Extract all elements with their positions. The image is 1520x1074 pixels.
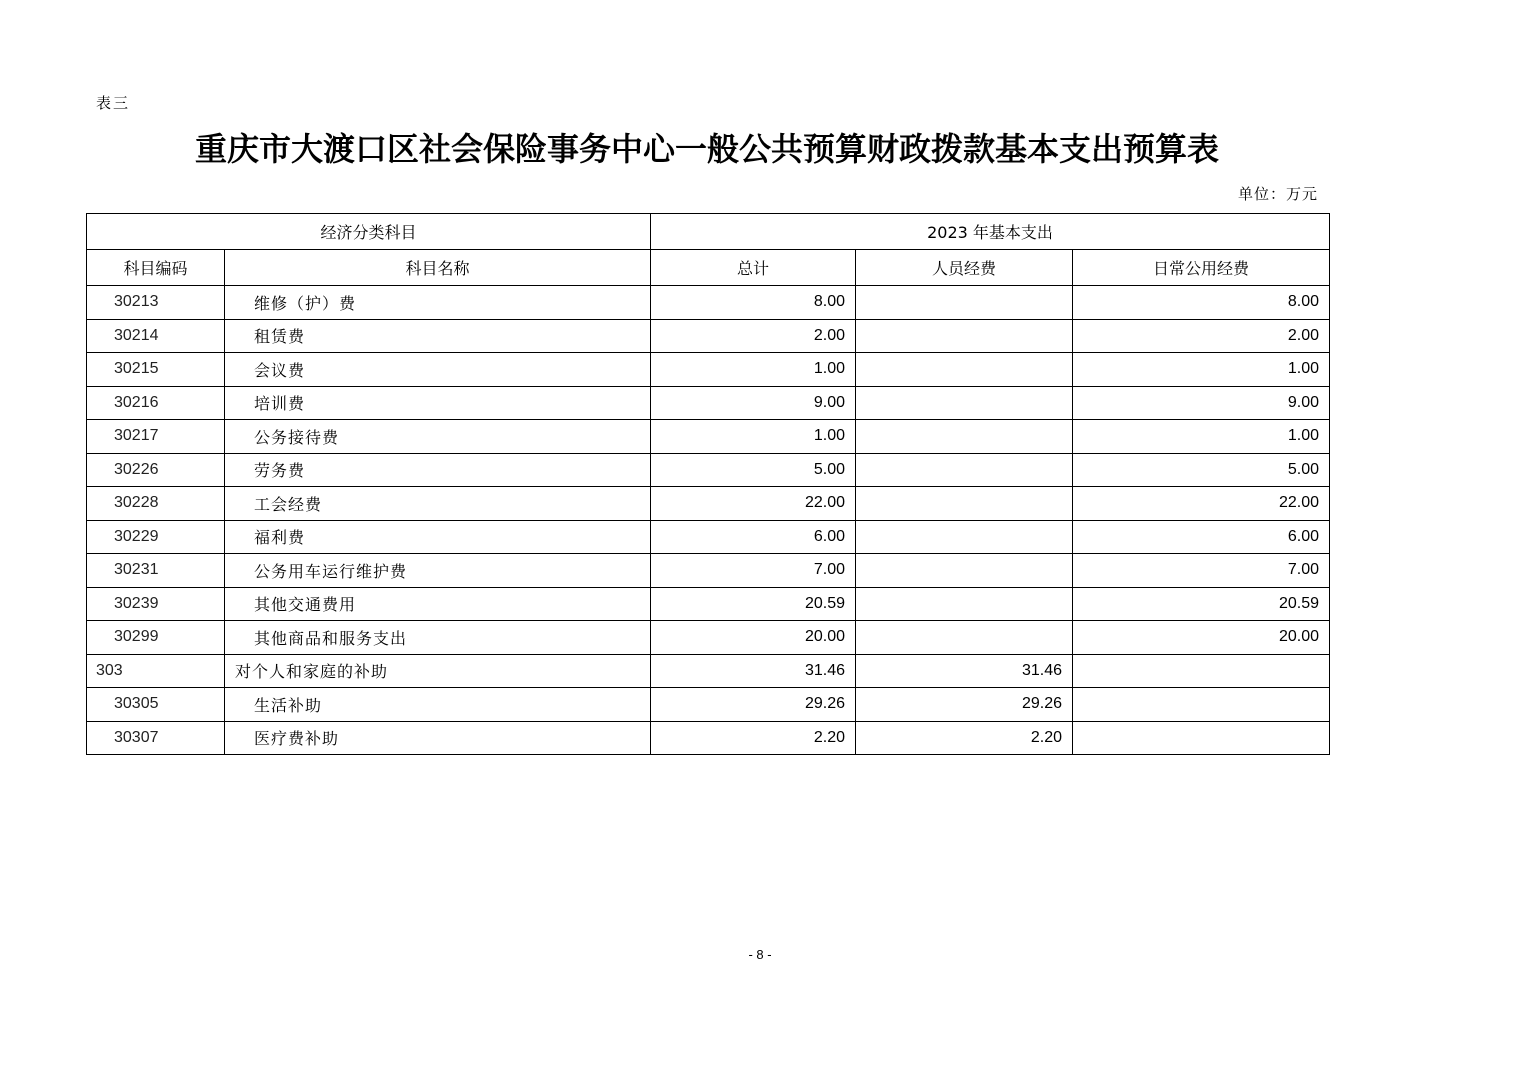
row-public: 8.00 bbox=[1073, 286, 1330, 320]
row-code: 30215 bbox=[87, 353, 225, 387]
row-personnel bbox=[856, 554, 1073, 588]
row-personnel: 31.46 bbox=[856, 654, 1073, 688]
row-total: 20.00 bbox=[651, 621, 856, 655]
row-name: 工会经费 bbox=[225, 487, 651, 521]
row-personnel bbox=[856, 319, 1073, 353]
row-name: 对个人和家庭的补助 bbox=[225, 654, 651, 688]
row-public: 20.59 bbox=[1073, 587, 1330, 621]
column-header-code: 科目编码 bbox=[87, 250, 225, 286]
row-total: 5.00 bbox=[651, 453, 856, 487]
row-personnel bbox=[856, 587, 1073, 621]
row-name: 维修（护）费 bbox=[225, 286, 651, 320]
row-personnel bbox=[856, 286, 1073, 320]
table-row bbox=[87, 554, 1330, 588]
row-total: 2.20 bbox=[651, 721, 856, 755]
row-public: 7.00 bbox=[1073, 554, 1330, 588]
row-public: 1.00 bbox=[1073, 353, 1330, 387]
row-name: 公务接待费 bbox=[225, 420, 651, 454]
row-code: 30214 bbox=[87, 319, 225, 353]
row-total: 8.00 bbox=[651, 286, 856, 320]
row-total: 31.46 bbox=[651, 654, 856, 688]
row-total: 7.00 bbox=[651, 554, 856, 588]
row-public: 20.00 bbox=[1073, 621, 1330, 655]
row-name: 医疗费补助 bbox=[225, 721, 651, 755]
row-total: 1.00 bbox=[651, 420, 856, 454]
table-label: 表三 bbox=[96, 94, 131, 112]
row-code: 30305 bbox=[87, 688, 225, 722]
row-name: 生活补助 bbox=[225, 688, 651, 722]
group-header-row bbox=[87, 214, 1330, 250]
page-number: - 8 - bbox=[748, 947, 772, 962]
table-row bbox=[87, 453, 1330, 487]
row-public: 9.00 bbox=[1073, 386, 1330, 420]
row-personnel bbox=[856, 353, 1073, 387]
row-personnel bbox=[856, 487, 1073, 521]
row-public: 1.00 bbox=[1073, 420, 1330, 454]
table-row bbox=[87, 420, 1330, 454]
row-public bbox=[1073, 721, 1330, 755]
row-total: 20.59 bbox=[651, 587, 856, 621]
row-code: 30299 bbox=[87, 621, 225, 655]
row-code: 30228 bbox=[87, 487, 225, 521]
table-row bbox=[87, 386, 1330, 420]
row-personnel: 2.20 bbox=[856, 721, 1073, 755]
row-public: 6.00 bbox=[1073, 520, 1330, 554]
row-public bbox=[1073, 688, 1330, 722]
table-row bbox=[87, 688, 1330, 722]
table-row bbox=[87, 621, 1330, 655]
row-total: 29.26 bbox=[651, 688, 856, 722]
row-public: 2.00 bbox=[1073, 319, 1330, 353]
row-code: 30229 bbox=[87, 520, 225, 554]
table-row bbox=[87, 587, 1330, 621]
row-name: 其他商品和服务支出 bbox=[225, 621, 651, 655]
row-personnel bbox=[856, 386, 1073, 420]
row-personnel: 29.26 bbox=[856, 688, 1073, 722]
column-header-public: 日常公用经费 bbox=[1073, 250, 1330, 286]
column-header-total: 总计 bbox=[651, 250, 856, 286]
row-name: 福利费 bbox=[225, 520, 651, 554]
table-row bbox=[87, 319, 1330, 353]
row-code: 30226 bbox=[87, 453, 225, 487]
row-total: 6.00 bbox=[651, 520, 856, 554]
table-row bbox=[87, 487, 1330, 521]
row-name: 公务用车运行维护费 bbox=[225, 554, 651, 588]
column-header-name: 科目名称 bbox=[225, 250, 651, 286]
row-code: 30213 bbox=[87, 286, 225, 320]
row-public bbox=[1073, 654, 1330, 688]
column-header-row bbox=[87, 250, 1330, 286]
budget-table bbox=[86, 213, 1330, 755]
row-code: 30216 bbox=[87, 386, 225, 420]
row-name: 租赁费 bbox=[225, 319, 651, 353]
row-total: 9.00 bbox=[651, 386, 856, 420]
row-name: 培训费 bbox=[225, 386, 651, 420]
row-name: 其他交通费用 bbox=[225, 587, 651, 621]
row-code: 30239 bbox=[87, 587, 225, 621]
row-name: 会议费 bbox=[225, 353, 651, 387]
unit-label: 单位：万元 bbox=[1237, 185, 1318, 203]
row-code: 30217 bbox=[87, 420, 225, 454]
row-public: 5.00 bbox=[1073, 453, 1330, 487]
column-header-personnel: 人员经费 bbox=[856, 250, 1073, 286]
row-personnel bbox=[856, 621, 1073, 655]
row-name: 劳务费 bbox=[225, 453, 651, 487]
row-public: 22.00 bbox=[1073, 487, 1330, 521]
row-code: 30231 bbox=[87, 554, 225, 588]
table-row bbox=[87, 286, 1330, 320]
table-row bbox=[87, 721, 1330, 755]
table-row bbox=[87, 654, 1330, 688]
row-code: 303 bbox=[87, 654, 225, 688]
row-total: 22.00 bbox=[651, 487, 856, 521]
row-total: 2.00 bbox=[651, 319, 856, 353]
group-header-basic-expenditure: 2023 年基本支出 bbox=[651, 214, 1330, 250]
table-row bbox=[87, 520, 1330, 554]
group-header-economic-classification: 经济分类科目 bbox=[87, 214, 651, 250]
row-personnel bbox=[856, 453, 1073, 487]
table-row bbox=[87, 353, 1330, 387]
row-personnel bbox=[856, 520, 1073, 554]
row-code: 30307 bbox=[87, 721, 225, 755]
document-title: 重庆市大渡口区社会保险事务中心一般公共预算财政拨款基本支出预算表 bbox=[194, 130, 1219, 168]
row-personnel bbox=[856, 420, 1073, 454]
row-total: 1.00 bbox=[651, 353, 856, 387]
